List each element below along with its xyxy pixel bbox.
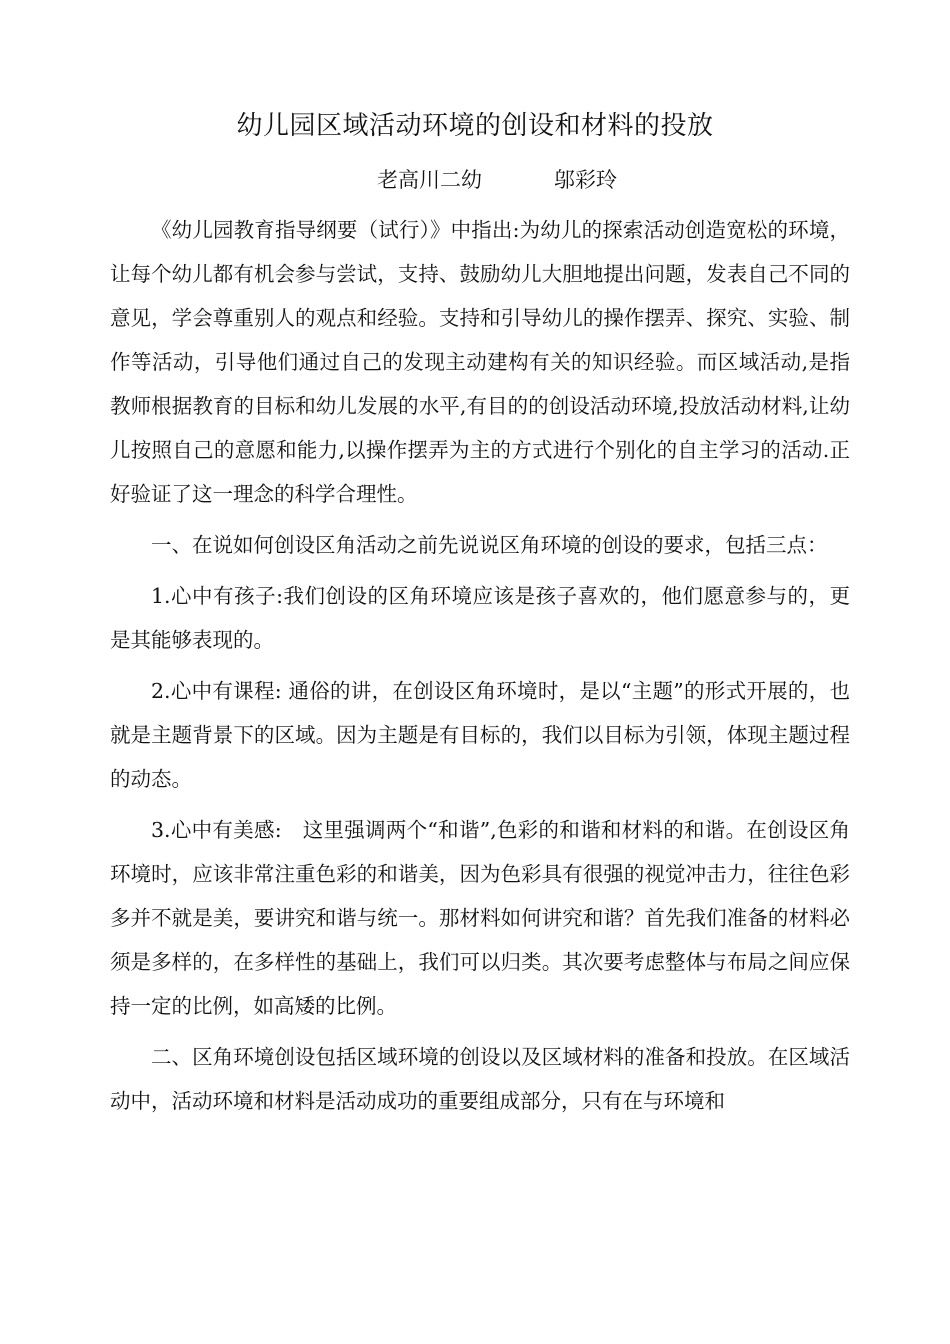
byline — [0, 165, 950, 195]
school-name: 老高川二幼 — [377, 168, 482, 192]
paragraph-section-one: 一、在说如何创设区角活动之前先说说区角环境的创设的要求，包括三点： — [151, 533, 828, 557]
document-body — [110, 208, 850, 1130]
author-name: 邬彩玲 — [554, 168, 617, 192]
paragraph-point-three: 3.心中有美感: 这里强调两个“和谐”,色彩的和谐和材料的和谐。在创设区角环境时，应该非常注重色彩的和谐美，因为色彩具有很强的视觉冲击力，往往色彩多并不就是美，要讲究和谐与统一。那材料如何讲究和谐？首先我们准备的材料必须是多样的，在多样性的基础上，我们可以归类。其次要考虑整体与布局之间应保持一定的比例，如高矮的比例。 — [110, 818, 850, 1018]
paragraph-point-two: 2.心中有课程: 通俗的讲，在创设区角环境时，是以“主题”的形式开展的，也就是主题背景下的区域。因为主题是有目标的，我们以目标为引领，体现主题过程的动态。 — [110, 679, 850, 791]
paragraph-section-two: 二、区角环境创设包括区域环境的创设以及区域材料的准备和投放。在区域活动中，活动环境和材料是活动成功的重要组成部分，只有在与环境和 — [110, 1045, 850, 1113]
paragraph-point-one: 1.心中有孩子:我们创设的区角环境应该是孩子喜欢的，他们愿意参与的，更是其能够表现的。 — [110, 584, 850, 652]
paragraph-intro: 《幼儿园教育指导纲要（试行）》中指出:为幼儿的探索活动创造宽松的环境，让每个幼儿都有机会参与尝试，支持、鼓励幼儿大胆地提出问题，发表自己不同的意见，学会尊重别人的观点和经验。支持和引导幼儿的操作摆弄、探究、实验、制作等活动，引导他们通过自己的发现主动建构有关的知识经验。而区域活动,是指教师根据教育的目标和幼儿发展的水平,有目的的创设活动环境,投放活动材料,让幼儿按照自己的意愿和能力,以操作摆弄为主的方式进行个别化的自主学习的活动.正好验证了这一理念的科学合理性。 — [110, 218, 850, 506]
document-title: 幼儿园区域活动环境的创设和材料的投放 — [236, 111, 714, 141]
